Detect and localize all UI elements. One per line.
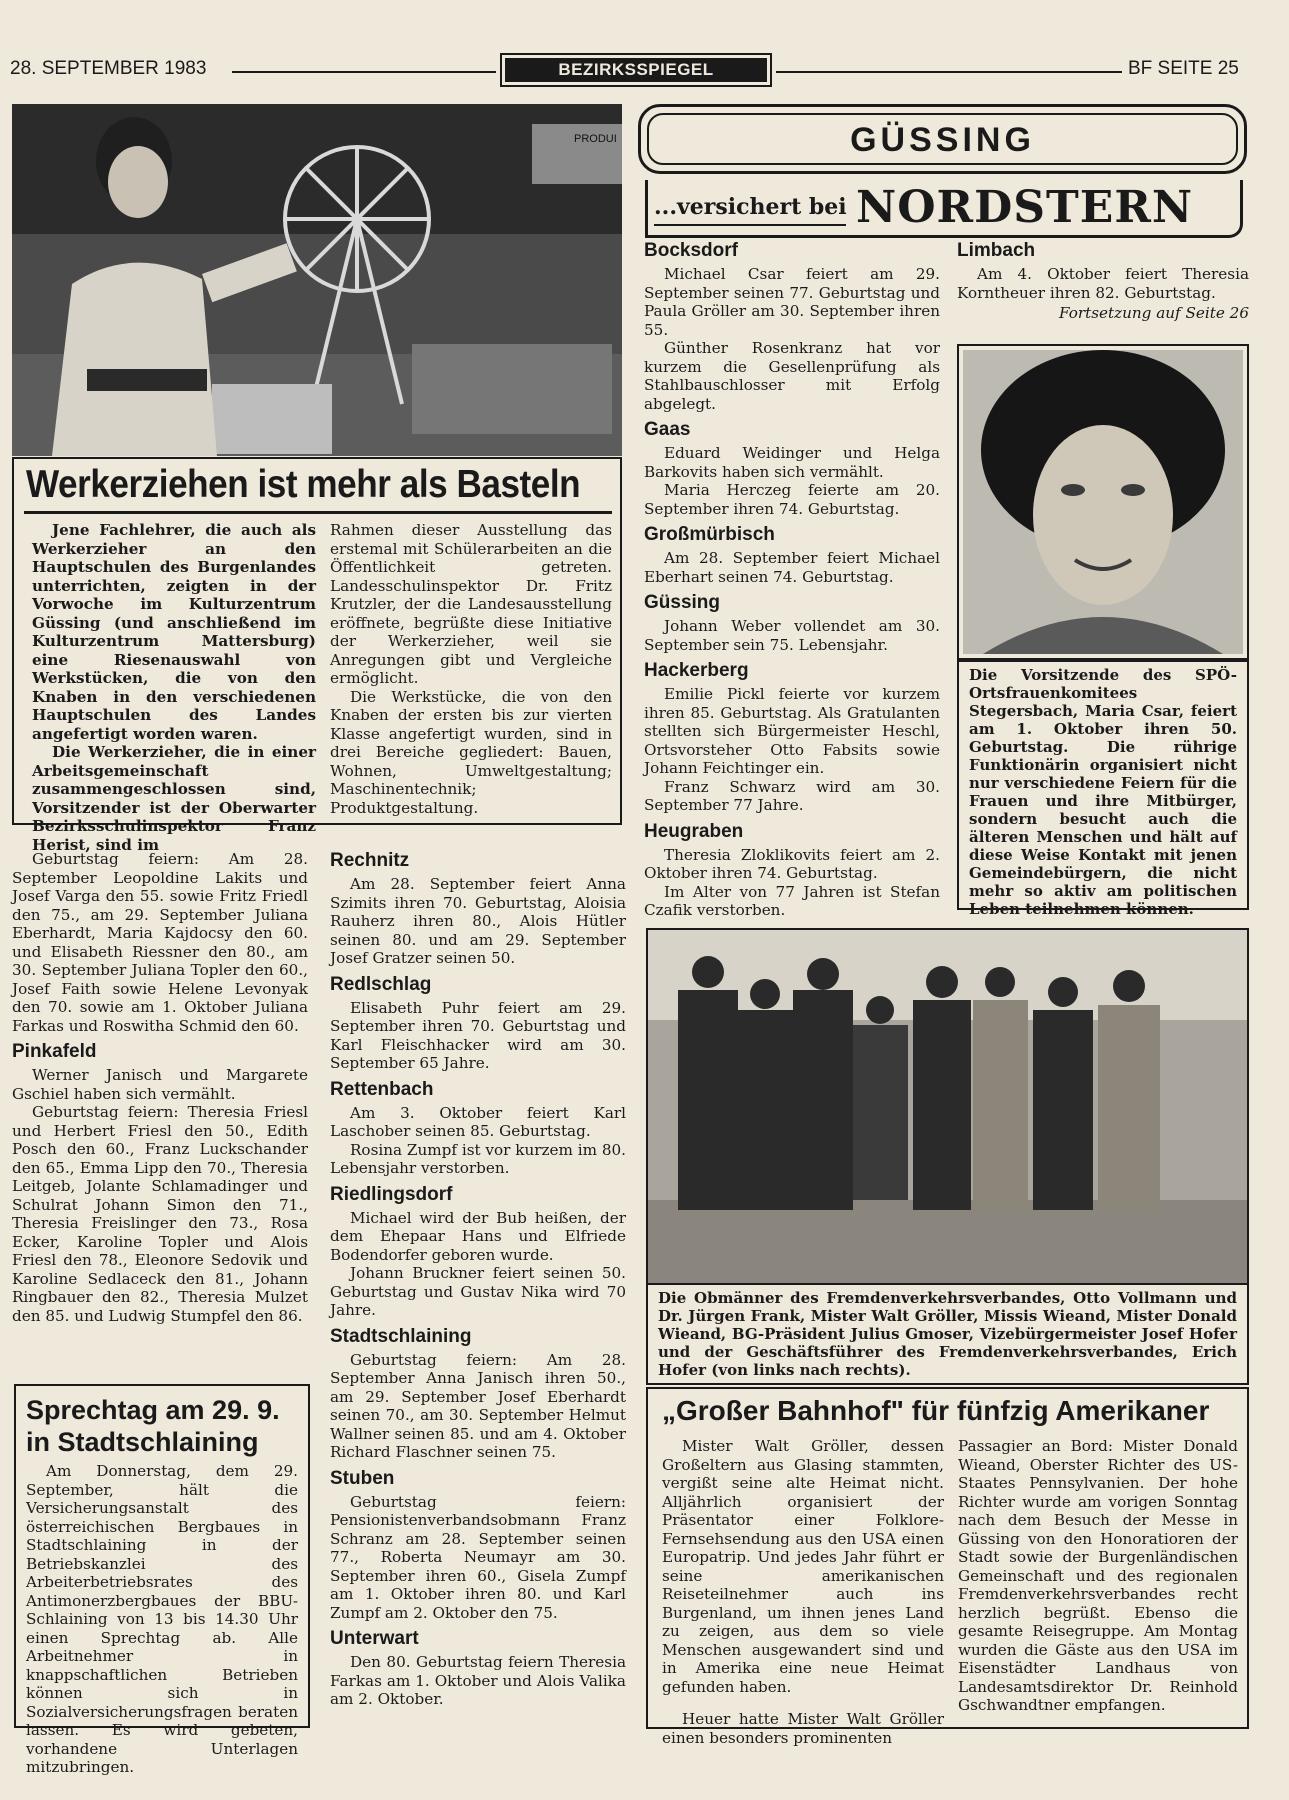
header-rule-right xyxy=(776,71,1122,73)
news-item: Elisabeth Puhr feiert am 29. September ihren 70. Geburtstag und Karl Fleischhacker wird am 30. September 65 Jahre. xyxy=(330,998,626,1072)
sponsor-bar xyxy=(645,180,1243,238)
bahnhof-headline: „Großer Bahnhof" für fünfzig Amerikaner xyxy=(662,1395,1210,1426)
news-item: Werner Janisch und Margarete Gschiel haben sich vermählt. xyxy=(12,1066,308,1103)
news-item: Michael wird der Bub heißen, der dem Ehepaar Hans und Elfriede Bodendorfer geboren wurde. xyxy=(330,1208,626,1264)
town-heading: Güssing xyxy=(644,592,721,613)
portrait-photo xyxy=(963,350,1243,654)
region-banner-inner xyxy=(647,113,1238,165)
bahnhof-box xyxy=(646,1387,1249,1747)
news-item: Den 80. Geburtstag feiern Theresia Farkas am 1. Oktober und Alois Valika am 2. Oktober. xyxy=(330,1653,626,1708)
limbach-block xyxy=(957,240,1249,323)
bahnhof-para: Mister Walt Gröller, dessen Großeltern aus Glasing stammten, vergißt seine alte Heimat nicht. Alljährlich organisiert der Präsentator einer Folklore-Fernsehsendung aus den USA einen Europatrip. Und jedes Jahr führt er seine amerikanischen Reiseteilnehmer auch ins Burgenland, um ihnen jenes Land zu zeigen, aus dem so viele Menschen ausgewandert sind und in Amerika eine neue Heimat gefunden haben. xyxy=(662,1437,944,1696)
header-rule-left xyxy=(232,71,496,73)
column-right-1 xyxy=(644,240,940,920)
masthead xyxy=(500,53,772,87)
news-item: Im Alter von 77 Jahren ist Stefan Czafik verstorben. xyxy=(644,882,940,919)
region-banner xyxy=(638,104,1247,174)
group-photo xyxy=(648,930,1247,1283)
town-heading: Gaas xyxy=(644,419,691,440)
sprechtag-text: Am Donnerstag, dem 29. September, hält die Versicherungsanstalt des österreichischen Bergbaues in Stadtschlaining in der Betriebskanzlei des Arbeiterbetriebsrates des Antimonerzbergbaues der BBU-Schlaining von 13 bis 14.30 Uhr einen Sprechtag ab. Alle Arbeitnehmer in knappschaftlichen Betrieben können sich in Sozialversicherungsfragen beraten lassen. Es wird gebeten, vorhandene Unterlagen mitzubringen. xyxy=(26,1462,298,1776)
news-item: Geburtstag feiern: Am 28. September Anna Janisch ihren 50., am 29. September Josef Eberhardt seinen 70., am 30. September Helmut Wallner seinen 85. und am 4. Oktober Richard Flaschner seinen 75. xyxy=(330,1350,626,1461)
sponsor-underline xyxy=(654,224,846,226)
main-article-box xyxy=(12,457,622,854)
town-heading: Bocksdorf xyxy=(644,240,738,261)
news-item: Johann Weber vollendet am 30. September sein 75. Lebensjahr. xyxy=(644,617,940,654)
town-heading: Limbach xyxy=(957,240,1036,261)
main-article-col2 xyxy=(330,521,612,817)
main-article-para: Rahmen dieser Ausstellung das erstemal mit Schülerarbeiten an die Öffentlichkeit getreten. Landesschulinspektor Dr. Fritz Krutzler, der die Landesausstellung eröffnete, begrüßte diese Initiative der Werkerzieher, weil sie Anregungen gibt und Vergleiche ermöglicht. xyxy=(330,521,612,687)
portrait-caption: Die Vorsitzende des SPÖ-Ortsfrauenkomitees Stegersbach, Maria Csar, feiert am 1. Oktober ihren 50. Geburtstag. Die rührige Funktionärin organisiert nicht nur verschiedene Feiern für die Frauen und ihre Mitbürger, sondern besucht auch die älteren Menschen und hält auf diese Weise Kontakt mit jenen Gemeindebürgern, die nicht mehr so aktiv am politischen Leben teilnehmen können. xyxy=(969,666,1237,918)
news-item: Maria Herczeg feierte am 20. September ihren 74. Geburtstag. xyxy=(644,481,940,518)
town-heading: Heugraben xyxy=(644,820,744,842)
portrait-frame xyxy=(957,344,1249,660)
produi-sign: PRODUI xyxy=(574,133,617,145)
main-article-col1 xyxy=(32,521,316,854)
column-middle xyxy=(330,850,626,1709)
news-item: Emilie Pickl feierte vor kurzem ihren 85. Geburtstag. Als Gratulanten stellten sich Bürgermeister Heschl, Ortsvorsteher Otto Fabsits sowie Johann Feichtinger ein. xyxy=(644,685,940,777)
bahnhof-para: Passagier an Bord: Mister Donald Wieand, Oberster Richter des US-Staates Pennsylvanien. Der hohe Richter wurde am vorigen Sonntag nach dem Besuch der Messe in Güssing von den Honoratioren der Stadt sowie der Burgenländischen Gemeinschaft und des regionalen Fremdenverkehrsverbandes recht herzlich begrüßt. Ebenso die gesamte Reisegruppe. Am Montag wurden die Gäste aus den USA im Eisenstädter Landhaus von Landesamtsdirektor Dr. Reinhold Gschwandtner empfangen. xyxy=(958,1437,1238,1714)
continued-note: Fortsetzung auf Seite 26 xyxy=(1059,304,1249,322)
bahnhof-col2 xyxy=(958,1437,1238,1715)
town-heading: Riedlingsdorf xyxy=(330,1183,453,1205)
issue-date: 28. SEPTEMBER 1983 xyxy=(10,58,207,79)
main-headline: Werkerziehen ist mehr als Basteln xyxy=(26,463,581,506)
sponsor-prefix: ...versichert bei xyxy=(654,194,847,220)
masthead-title: BEZIRKSSPIEGEL xyxy=(505,58,767,82)
region-title: GÜSSING xyxy=(850,121,1035,159)
sprechtag-box xyxy=(14,1384,310,1776)
town-heading: Stuben xyxy=(330,1467,395,1489)
news-item: Theresia Zloklikovits feiert am 2. Oktober ihren 74. Geburtstag. xyxy=(644,845,940,882)
town-heading: Hackerberg xyxy=(644,660,749,681)
workshop-photo-svg xyxy=(12,104,622,456)
news-item: Geburtstag feiern: Theresia Friesl und Herbert Friesl den 50., Edith Posch den 60., Franz Luckschander den 65., Emma Lipp den 70., Theresia Leitgeb, Jolante Schlamadinger und Schulrat Johann Simon den 71., Theresia Freislinger den 73., Rosa Ecker, Karoline Topler und Alois Friesl den 78., Eleonore Sedovik und Karoline Sedlaceck den 81., Johann Ringbauer den 82., Theresia Mulzet den 85. und Ludwig Stumpfel den 86. xyxy=(12,1103,308,1325)
news-item: Günther Rosenkranz hat vor kurzem die Gesellenprüfung als Stahlbauschlosser mit Erfolg abgelegt. xyxy=(644,339,940,413)
town-heading: Redlschlag xyxy=(330,973,432,995)
news-item: Am 3. Oktober feiert Karl Laschober seinen 85. Geburtstag. xyxy=(330,1103,626,1140)
news-item: Eduard Weidinger und Helga Barkovits haben sich vermählt. xyxy=(644,444,940,481)
news-item: Johann Bruckner feiert seinen 50. Geburtstag und Gustav Nika wird 70 Jahre. xyxy=(330,1264,626,1319)
group-photo-frame xyxy=(646,928,1249,1285)
news-item: Am 4. Oktober feiert Theresia Korntheuer ihren 82. Geburtstag. xyxy=(957,265,1249,302)
news-item: Am 28. September feiert Michael Eberhart seinen 74. Geburtstag. xyxy=(644,549,940,586)
town-heading: Rettenbach xyxy=(330,1078,434,1100)
workshop-photo xyxy=(12,104,622,456)
bahnhof-col1 xyxy=(662,1437,944,1747)
news-item: Am 28. September feiert Anna Szimits ihren 70. Geburtstag, Aloisia Rauherz ihren 80., Alois Hütler seinen 80. und am 29. September Josef Gratzer seinen 50. xyxy=(330,875,626,967)
main-article-para: Die Werkstücke, die von den Knaben der ersten bis zur vierten Klasse angefertigt wurden, sind in drei Bereiche gegliedert: Bauen, Wohnen, Umweltgestaltung; Maschinentechnik; Produktgestaltung. xyxy=(330,687,612,817)
town-heading: Stadtschlaining xyxy=(330,1325,472,1347)
town-heading: Pinkafeld xyxy=(12,1041,97,1062)
news-item: Michael Csar feiert am 29. September seinen 77. Geburtstag und Paula Gröller am 30. September ihren 55. xyxy=(644,265,940,339)
headline-rule xyxy=(24,511,612,514)
page-number: BF SEITE 25 xyxy=(1128,58,1239,79)
sprechtag-body xyxy=(26,1462,298,1777)
news-item: Franz Schwarz wird am 30. September 77 Jahre. xyxy=(644,777,940,814)
sponsor-name: NORDSTERN xyxy=(856,182,1194,233)
town-heading: Großmürbisch xyxy=(644,524,775,545)
town-heading: Rechnitz xyxy=(330,850,410,871)
main-article-para: Jene Fachlehrer, die auch als Werkerzieher an den Hauptschulen des Burgenlandes unterrichten, zeigten in der Vorwoche im Kulturzentrum Güssing (und anschließend im Kulturzentrum Mattersburg) eine Riesenauswahl von Werkstücken, die von den Knaben in den verschiedenen Hauptschulen des Landes angefertigt worden waren. xyxy=(32,521,316,743)
town-heading: Unterwart xyxy=(330,1628,419,1649)
news-item: Rosina Zumpf ist vor kurzem im 80. Lebensjahr verstorben. xyxy=(330,1140,626,1177)
news-item: Geburtstag feiern: Am 28. September Leopoldine Lakits und Josef Varga den 55. sowie Fritz Friedl den 75., am 29. September Juliana Eberhardt, Maria Kajdocsy den 60. und Elisabeth Riessner den 80., am 30. September Juliana Topler den 60., Josef Faith sowie Helene Levonyak den 70. sowie am 1. Oktober Juliana Farkas und Roswitha Schmid den 60. xyxy=(12,850,308,1035)
portrait-caption-box xyxy=(957,660,1249,918)
group-caption-box xyxy=(646,1285,1249,1385)
column-left xyxy=(12,850,308,1325)
news-item: Geburtstag feiern: Pensionistenverbandsobmann Franz Schranz am 28. September seinen 77., Roberta Neumayr am 30. September ihren 60., Gisela Zumpf am 1. Oktober ihren 80. und Karl Zumpf am 2. Oktober den 75. xyxy=(330,1492,626,1622)
group-caption: Die Obmänner des Fremdenverkehrsverbandes, Otto Vollmann und Dr. Jürgen Frank, Mister Walt Gröller, Missis Wieand, Mister Donald Wieand, BG-Präsident Julius Gmoser, Vizebürgermeister Josef Hofer und der Geschäftsführer des Fremdenverkehrsverbandes, Erich Hofer (von links nach rechts). xyxy=(658,1289,1237,1379)
main-article-para: Die Werkerzieher, die in einer Arbeitsgemeinschaft zusammengeschlossen sind, Vorsitzender ist der Oberwarter Bezirksschulinspektor Franz Herist, sind im xyxy=(32,743,316,854)
bahnhof-para: Heuer hatte Mister Walt Gröller einen besonders prominenten xyxy=(662,1710,944,1747)
sprechtag-headline: Sprechtag am 29. 9. in Stadtschlaining xyxy=(26,1395,280,1457)
